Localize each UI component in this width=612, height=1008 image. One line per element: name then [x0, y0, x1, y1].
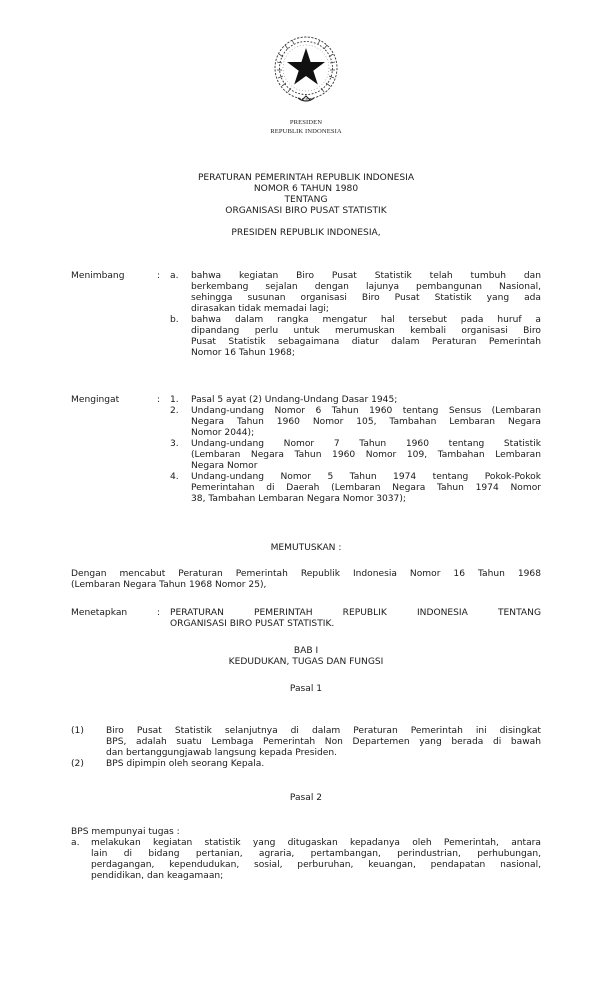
text-line: berkembang sejalan dengan lajunya pembangunan Nasional, — [191, 282, 541, 292]
mengingat-item-3 — [191, 439, 541, 472]
text-line: PERATURAN PEMERINTAH REPUBLIK INDONESIA TENTANG — [170, 608, 541, 618]
text-line: Pasal 5 ayat (2) Undang-Undang Dasar 1945; — [191, 395, 398, 405]
mengingat-item-1 — [191, 395, 541, 406]
menetapkan-text — [170, 608, 541, 630]
menimbang-marker-b: b. — [170, 315, 179, 325]
text-line: Nomor 16 Tahun 1968; — [191, 348, 295, 358]
mengingat-marker-1: 1. — [170, 395, 179, 405]
text-line: dipandang perlu untuk merumuskan kembali organisasi Biro — [191, 326, 541, 336]
mengingat-marker-2: 2. — [170, 406, 179, 416]
menimbang-item-a — [191, 271, 541, 315]
pasal-1-item-2 — [106, 759, 541, 770]
text-line: perdagangan, kependudukan, sosial, perburuhan, keuangan, pendapatan nasional, — [91, 860, 541, 870]
bab-title: KEDUDUKAN, TUGAS DAN FUNGSI — [228, 657, 384, 667]
mengingat-item-4 — [191, 472, 541, 505]
mengingat-marker-4: 4. — [170, 472, 179, 482]
memutuskan-heading: MEMUTUSKAN : — [270, 543, 342, 553]
pasal-1-item-1 — [106, 726, 541, 759]
seal-caption-presiden: PRESIDEN — [289, 119, 323, 126]
seal-caption-republik: REPUBLIK INDONESIA — [270, 128, 342, 135]
title-line-4: ORGANISASI BIRO PUSAT STATISTIK — [225, 206, 387, 216]
mengingat-label: Mengingat — [71, 395, 120, 405]
menimbang-colon: : — [157, 271, 161, 281]
menimbang-item-b — [191, 315, 541, 359]
text-line: Undang-undang Nomor 5 Tahun 1974 tentang Pokok-Pokok — [191, 472, 541, 482]
pasal-2-marker-a: a. — [71, 838, 80, 848]
title-line-1: PERATURAN PEMERINTAH REPUBLIK INDONESIA — [197, 173, 415, 183]
pasal-1-marker-2: (2) — [71, 759, 84, 769]
menimbang-marker-a: a. — [170, 271, 179, 281]
text-line: Undang-undang Nomor 6 Tahun 1960 tentang Sensus (Lembaran — [191, 406, 541, 416]
pasal-2-heading: Pasal 2 — [289, 793, 323, 803]
text-line: (Lembaran Negara Tahun 1968 Nomor 25), — [71, 580, 267, 590]
text-line: 38, Tambahan Lembaran Negara Nomor 3037); — [191, 494, 406, 504]
pasal-1-heading: Pasal 1 — [289, 684, 323, 694]
text-line: lain di bidang pertanian, agraria, pertambangan, perindustrian, perhubungan, — [91, 849, 541, 859]
text-line: bahwa dalam rangka mengatur hal tersebut pada huruf a — [191, 315, 541, 325]
text-line: Negara Nomor — [191, 461, 258, 471]
text-line: Biro Pusat Statistik selanjutnya di dalam Peraturan Pemerintah ini disingkat — [106, 726, 541, 736]
mengingat-marker-3: 3. — [170, 439, 179, 449]
text-line: Dengan mencabut Peraturan Pemerintah Republik Indonesia Nomor 16 Tahun 1968 — [71, 569, 541, 579]
pasal-1-marker-1: (1) — [71, 726, 84, 736]
menetapkan-colon: : — [157, 608, 161, 618]
pasal-2-item-a — [91, 838, 541, 882]
text-line: Negara Tahun 1960 Nomor 105, Tambahan Lembaran Negara — [191, 417, 541, 427]
title-line-3: TENTANG — [284, 195, 328, 205]
mengingat-item-2 — [191, 406, 541, 439]
menimbang-label: Menimbang — [71, 271, 125, 281]
pasal-2-intro: BPS mempunyai tugas : — [71, 827, 180, 837]
menetapkan-label: Menetapkan — [71, 608, 128, 618]
presidential-seal-icon — [270, 32, 342, 108]
title-line-2: NOMOR 6 TAHUN 1980 — [253, 184, 359, 194]
text-line: BPS dipimpin oleh seorang Kepala. — [106, 759, 265, 769]
text-line: Undang-undang Nomor 7 Tahun 1960 tentang Statistik — [191, 439, 541, 449]
text-line: Pemerintahan di Daerah (Lembaran Negara Tahun 1974 Nomor — [191, 483, 541, 493]
text-line: BPS, adalah suatu Lembaga Pemerintah Non Departemen yang berada di bawah — [106, 737, 541, 747]
text-line: dan bertanggungjawab langsung kepada Presiden. — [106, 748, 338, 758]
bab-number: BAB I — [293, 646, 319, 656]
text-line: sehingga susunan organisasi Biro Pusat Statistik yang ada — [191, 293, 541, 303]
mengingat-colon: : — [157, 395, 161, 405]
text-line: Pusat Statistik sebagaimana diatur dalam Peraturan Pemerintah — [191, 337, 541, 347]
text-line: pendidikan, dan keagamaan; — [91, 871, 224, 881]
text-line: dirasakan tidak memadai lagi; — [191, 304, 329, 314]
text-line: (Lembaran Negara Tahun 1960 Nomor 109, Tambahan Lembaran — [191, 450, 541, 460]
issuer: PRESIDEN REPUBLIK INDONESIA, — [231, 228, 381, 238]
text-line: Nomor 2044); — [191, 428, 255, 438]
text-line: bahwa kegiatan Biro Pusat Statistik telah tumbuh dan — [191, 271, 541, 281]
mencabut-paragraph — [71, 569, 541, 591]
text-line: ORGANISASI BIRO PUSAT STATISTIK. — [170, 619, 335, 629]
text-line: melakukan kegiatan statistik yang ditugaskan kepadanya oleh Pemerintah, antara — [91, 838, 541, 848]
